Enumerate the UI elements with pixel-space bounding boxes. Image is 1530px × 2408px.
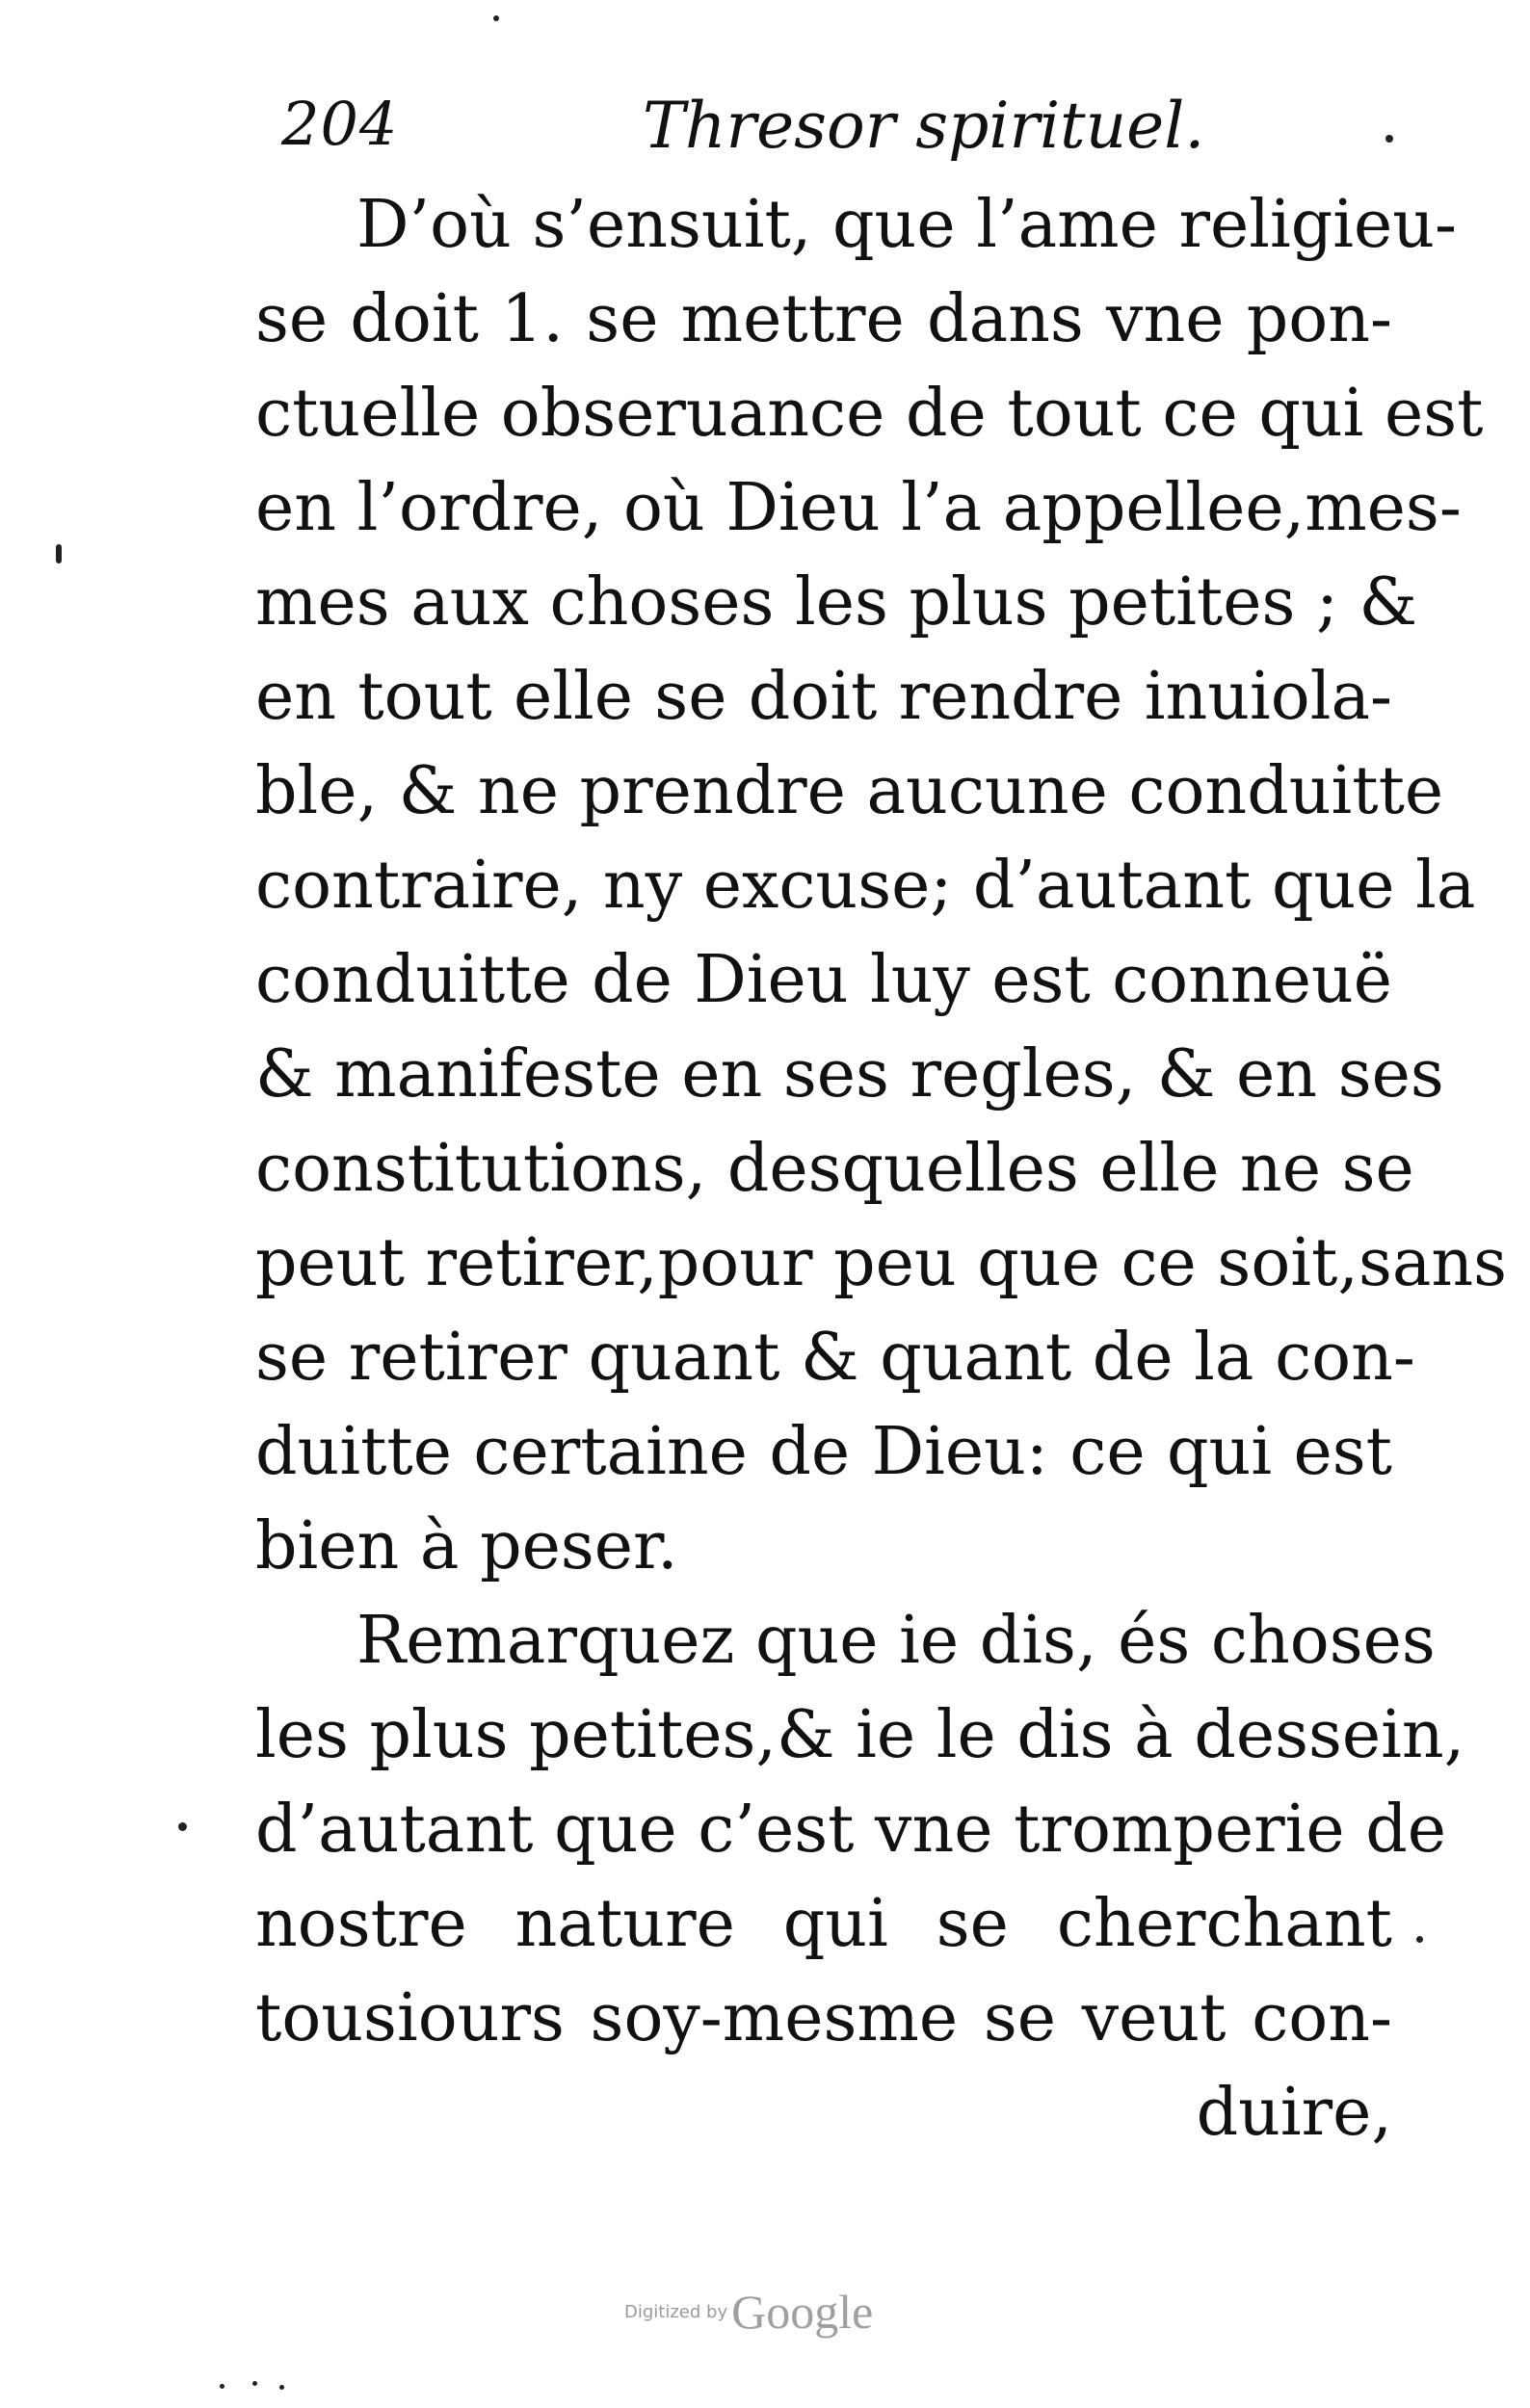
text-line: en l’ordre, où Dieu l’a appellee,mes- <box>255 470 1462 546</box>
google-logo: Google <box>731 2285 874 2339</box>
ink-speck <box>1416 1936 1423 1943</box>
ink-speck <box>56 544 62 563</box>
ink-speck <box>1385 135 1393 143</box>
text-line: & manifeste en ses regles, & en ses <box>255 1036 1444 1112</box>
text-line: contraire, ny excuse; d’autant que la <box>255 848 1476 924</box>
text-line: d’autant que c’est vne tromperie de <box>255 1792 1447 1868</box>
ink-speck <box>220 2384 224 2389</box>
text-line: ble, & ne prendre aucune conduitte <box>255 753 1444 829</box>
text-line: Remarquez que ie dis, és choses <box>356 1603 1436 1679</box>
ink-speck <box>178 1822 187 1831</box>
text-line: tousiours soy-mesme se veut con- <box>255 1980 1392 2056</box>
text-line: mes aux choses les plus petites ; & <box>255 564 1418 641</box>
text-line: D’où s’ensuit, que l’ame religieu- <box>356 187 1457 263</box>
ink-speck <box>252 2381 257 2386</box>
digitized-label: Digitized by <box>624 2301 728 2322</box>
text-line: se retirer quant & quant de la con- <box>255 1320 1415 1396</box>
catchword: duire, <box>1196 2075 1392 2151</box>
text-line: se doit 1. se mettre dans vne pon- <box>255 281 1392 357</box>
text-line: duitte certaine de Dieu: ce qui est <box>255 1414 1392 1490</box>
text-line: constitutions, desquelles elle ne se <box>255 1131 1414 1207</box>
ink-speck <box>279 2385 284 2390</box>
text-line: les plus petites,& ie le dis à dessein, <box>255 1697 1465 1773</box>
running-title: Thresor spirituel. <box>643 89 1205 163</box>
digitized-watermark <box>624 2283 952 2341</box>
body-text <box>255 178 1508 2160</box>
text-line: nostre nature qui se cherchant <box>255 1886 1392 1962</box>
running-head <box>281 89 1389 175</box>
text-line: ctuelle obseruance de tout ce qui est <box>255 376 1484 452</box>
text-line: peut retirer,pour peu que ce soit,sans <box>255 1225 1508 1301</box>
page-number: 204 <box>281 89 399 159</box>
ink-speck <box>493 15 499 21</box>
text-line: en tout elle se doit rendre inuiola- <box>255 659 1392 735</box>
text-line: bien à peser. <box>255 1508 678 1584</box>
text-line: conduitte de Dieu luy est conneuë <box>255 942 1392 1018</box>
